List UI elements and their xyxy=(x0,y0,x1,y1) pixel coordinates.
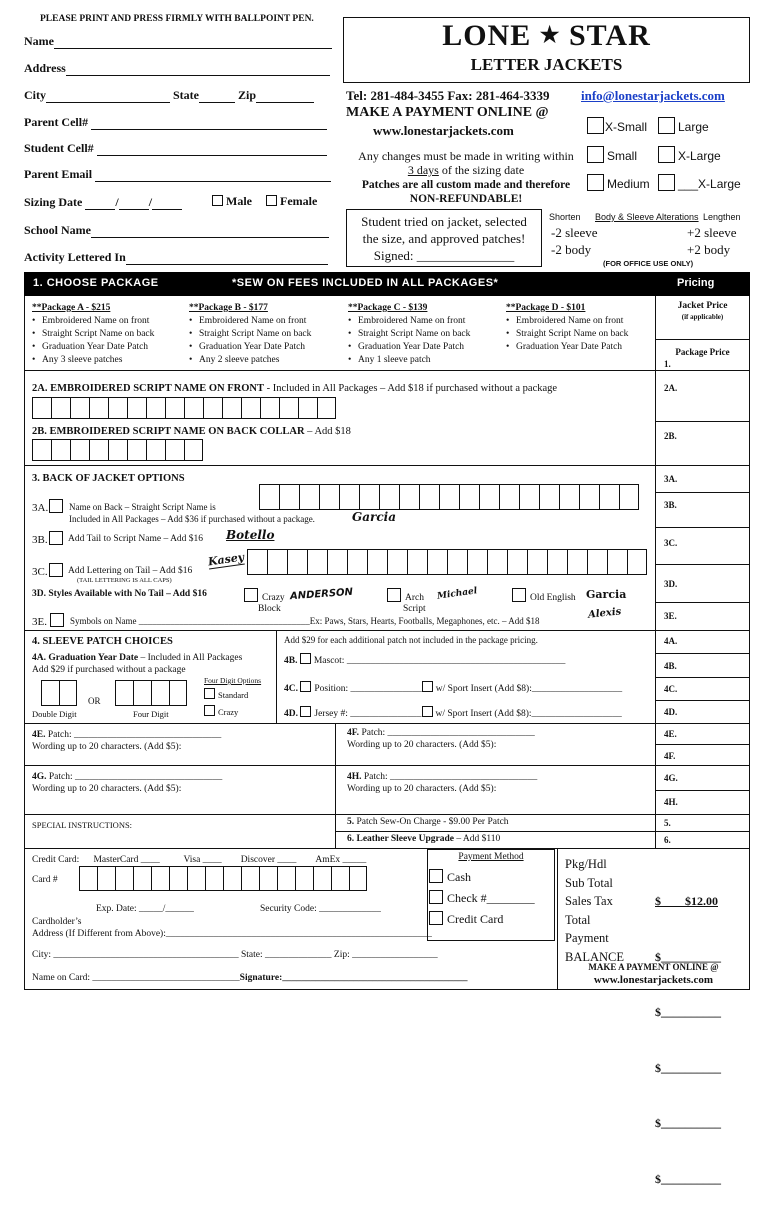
price-4e[interactable]: 4E. xyxy=(664,729,677,739)
card-number-boxes[interactable] xyxy=(79,866,367,891)
style-arch[interactable]: Arch Script xyxy=(387,588,426,615)
grad-standard-option[interactable]: Standard xyxy=(204,688,248,700)
cardholder-address-field[interactable]: Cardholder’s Address (If Different from Above):________________________________________________________ xyxy=(32,917,432,939)
alt-body-plus[interactable]: +2 body xyxy=(687,242,731,257)
double-digit-label: Double Digit xyxy=(32,709,77,719)
package-c[interactable]: **Package C - $139 • Embroidered Name on front • Straight Script Name on back • Graduation Year Date Patch • Any 1 sleeve patch xyxy=(348,302,470,367)
price-4b[interactable]: 4B. xyxy=(664,661,677,671)
option-3b-text: Add Tail to Script Name – Add $16 xyxy=(68,534,204,544)
card-city-field[interactable]: City: _______________________________________ State: ______________ Zip: __________________ xyxy=(32,950,438,960)
position-field[interactable]: 4C. Position: _______________ w/ Sport Insert (Add $8):___________________ xyxy=(284,681,622,694)
alt-body-minus[interactable]: -2 body xyxy=(551,242,592,257)
totals-labels xyxy=(565,855,624,966)
patch-4e[interactable]: 4E. Patch: _______________________________ Wording up to 20 characters. (Add $5): xyxy=(32,730,222,752)
option-3a[interactable]: 3A. xyxy=(32,499,67,514)
mascot-field[interactable]: 4B. Mascot: ______________________________________________ xyxy=(284,653,565,666)
total-value: $__________ xyxy=(655,1060,721,1075)
option-3b[interactable]: 3B. xyxy=(32,531,67,546)
price-5[interactable]: 5. xyxy=(664,818,671,828)
grad-year-text: 4A. Graduation Year Date – Included in All Packages Add $29 if purchased without a package xyxy=(32,653,243,675)
exp-date-field[interactable]: Exp. Date: _____/______ xyxy=(96,904,194,914)
package-a[interactable]: **Package A - $215 • Embroidered Name on front • Straight Script Name on back • Graduation Year Date Patch • Any 3 sleeve patches xyxy=(32,302,154,367)
state-label: State xyxy=(173,88,199,102)
female-checkbox[interactable] xyxy=(266,194,317,209)
patches-note: Patches are all custom made and therefore NON-REFUNDABLE! xyxy=(361,179,571,205)
pay-check-option[interactable]: Check #________ xyxy=(429,890,535,906)
price-3e[interactable]: 3E. xyxy=(664,611,677,621)
zip-label: Zip xyxy=(238,88,257,102)
school-name-field[interactable] xyxy=(24,223,329,238)
alt-sleeve-plus[interactable]: +2 sleeve xyxy=(687,225,737,240)
email-link[interactable]: info@lonestarjackets.com xyxy=(581,88,725,103)
pay-online-text: MAKE A PAYMENT ONLINE @ xyxy=(346,105,549,120)
school-name-label: School Name xyxy=(24,223,91,237)
alt-title: Body & Sleeve Alterations xyxy=(595,212,699,222)
style-old-english[interactable]: Old English xyxy=(512,588,576,603)
sample-botello-script: Botello xyxy=(226,528,275,542)
section-2a-label: 2A. EMBROIDERED SCRIPT NAME ON FRONT - Included in All Packages – Add $18 if purchased without a package xyxy=(32,383,558,394)
payment-method-title: Payment Method xyxy=(458,852,524,862)
parent-cell-field[interactable] xyxy=(24,115,327,130)
option-3c-note: (TAIL LETTERING IS ALL CAPS) xyxy=(77,577,172,584)
balance-label: BALANCE xyxy=(565,949,625,964)
four-digit-options-label: Four Digit Options xyxy=(204,676,262,685)
student-cell-label: Student Cell# xyxy=(24,141,94,155)
sales-tax-label: Sales Tax xyxy=(565,894,613,908)
city-label: City xyxy=(24,88,46,102)
script-collar-boxes[interactable] xyxy=(32,439,203,461)
section-3-title: 3. BACK OF JACKET OPTIONS xyxy=(32,473,185,484)
four-digit-boxes[interactable] xyxy=(115,680,187,706)
sizing-date-label: Sizing Date xyxy=(24,195,83,209)
patch-4h[interactable]: 4H. Patch: _______________________________ Wording up to 20 characters. (Add $5): xyxy=(347,772,538,794)
package-b[interactable]: **Package B - $177 • Embroidered Name on front • Straight Script Name on back • Graduation Year Date Patch • Any 2 sleeve patches xyxy=(189,302,311,367)
pay-credit-option[interactable]: Credit Card xyxy=(429,911,503,927)
banner-sew: *SEW ON FEES INCLUDED IN ALL PACKAGES* xyxy=(232,277,499,289)
payment-label: Payment xyxy=(565,931,609,945)
price-4a[interactable]: 4A. xyxy=(664,636,678,646)
alt-shorten: Shorten xyxy=(549,212,581,222)
price-4f[interactable]: 4F. xyxy=(664,751,676,761)
name-on-card-field[interactable]: Name on Card: _______________________________Signature:_______________________________________ xyxy=(32,973,468,983)
tail-lettering-boxes[interactable] xyxy=(247,549,647,575)
sample-anderson: ANDERSON xyxy=(289,586,354,603)
sizing-date-field[interactable]: Sizing Date / / xyxy=(24,195,182,210)
price-4c[interactable]: 4C. xyxy=(664,684,678,694)
totals-values[interactable] xyxy=(655,855,721,1207)
approval-text: Student tried on jacket, selected the size, and approved patches! Signed: _______________ xyxy=(361,214,527,263)
price-6[interactable]: 6. xyxy=(664,835,671,845)
alt-sleeve-minus[interactable]: -2 sleeve xyxy=(551,225,598,240)
price-3d[interactable]: 3D. xyxy=(664,579,678,589)
price-4d[interactable]: 4D. xyxy=(664,707,678,717)
address-label: Address xyxy=(24,61,66,75)
subtotal-value: $__________ xyxy=(655,949,721,964)
office-use: (FOR OFFICE USE ONLY) xyxy=(603,259,694,268)
alt-lengthen: Lengthen xyxy=(703,212,741,222)
size-medium[interactable]: Medium xyxy=(587,174,650,191)
option-3e-text: Symbols on Name ______________________________________Ex: Paws, Stars, Hearts, Footballs, Megaphones, etc. – Add $18 xyxy=(70,616,540,626)
subtotal-label: Sub Total xyxy=(565,875,613,890)
price-3c[interactable]: 3C. xyxy=(664,538,678,548)
price-3b[interactable]: 3B. xyxy=(664,500,677,510)
pkg-hdl-value: $ $12.00 xyxy=(655,894,718,908)
sales-tax-value: $__________ xyxy=(655,1005,721,1019)
or-label: OR xyxy=(88,696,101,706)
contact-phones: Tel: 281-484-3455 Fax: 281-464-3339 xyxy=(346,88,550,103)
price-4g[interactable]: 4G. xyxy=(664,773,678,783)
sample-garcia-script: Garcia xyxy=(352,510,396,524)
changes-note: Any changes must be made in writing within 3 days of the sizing date xyxy=(358,149,574,177)
pkg-hdl-label: Pkg/Hdl xyxy=(565,857,607,871)
card-number-label: Card # xyxy=(32,875,58,885)
sample-alexis: Alexis xyxy=(587,606,622,621)
sew-on-charge: 5. Patch Sew-On Charge - $9.00 Per Patch xyxy=(347,817,509,827)
special-instructions[interactable]: SPECIAL INSTRUCTIONS: xyxy=(32,820,133,830)
banner-pricing: Pricing xyxy=(677,277,715,289)
size-small[interactable]: Small xyxy=(587,146,637,163)
size-xsmall[interactable]: X-Small xyxy=(587,117,647,134)
parent-email-field[interactable] xyxy=(24,167,331,182)
sample-kasey-script: Kasey xyxy=(207,550,245,569)
sample-michael-arch: Michael xyxy=(436,586,478,602)
option-3c[interactable]: 3C. xyxy=(32,563,67,578)
price-3a[interactable]: 3A. xyxy=(664,474,678,484)
student-cell-field[interactable] xyxy=(24,141,327,156)
size-xxlarge[interactable]: ___X-Large xyxy=(658,174,741,191)
website-link[interactable]: www.lonestarjackets.com xyxy=(373,123,514,138)
parent-email-label: Parent Email xyxy=(24,167,93,181)
patch-4g[interactable]: 4G. Patch: _______________________________ Wording up to 20 characters. (Add $5): xyxy=(32,772,223,794)
section-4-title: 4. SLEEVE PATCH CHOICES xyxy=(32,636,173,647)
price-2a[interactable]: 2A. xyxy=(664,383,678,393)
female-label: Female xyxy=(280,194,318,208)
price-4h[interactable]: 4H. xyxy=(664,797,678,807)
four-digit-label: Four Digit xyxy=(133,709,169,719)
signed-field[interactable]: Signed: _______________ xyxy=(373,248,515,263)
leather-upgrade: 6. Leather Sleeve Upgrade – Add $110 xyxy=(347,834,501,844)
activity-label: Activity Lettered In xyxy=(24,250,126,264)
pay-cash-option[interactable]: Cash xyxy=(429,869,471,885)
activity-field[interactable] xyxy=(24,250,328,265)
balance-value: $__________ xyxy=(655,1171,721,1186)
patch-4f[interactable]: 4F. Patch: _______________________________ Wording up to 20 characters. (Add $5): xyxy=(347,728,535,750)
size-xlarge[interactable]: X-Large xyxy=(658,146,721,163)
size-large[interactable]: Large xyxy=(658,117,709,134)
price-2b[interactable]: 2B. xyxy=(664,431,677,441)
script-front-boxes[interactable] xyxy=(32,397,336,419)
instructions: PLEASE PRINT AND PRESS FIRMLY WITH BALLPOINT PEN. xyxy=(40,14,314,24)
brand-subtitle: LETTER JACKETS xyxy=(470,55,623,74)
name-field[interactable] xyxy=(24,34,332,49)
double-digit-boxes[interactable] xyxy=(41,680,77,706)
footer-pay-online: MAKE A PAYMENT ONLINE @ xyxy=(588,962,719,972)
male-label: Male xyxy=(226,194,252,208)
card-type-row[interactable]: Credit Card: MasterCard ____ Visa ____ Discover ____ AmEx _____ xyxy=(32,855,367,865)
male-checkbox[interactable] xyxy=(212,194,252,209)
option-3e[interactable]: 3E. xyxy=(32,613,68,628)
parent-cell-label: Parent Cell# xyxy=(24,115,89,129)
back-name-boxes[interactable] xyxy=(259,484,639,510)
brand-logo: LONE ★ STAR xyxy=(442,19,651,52)
option-3c-text: Add Lettering on Tail – Add $16 xyxy=(68,566,193,576)
payment-value: $__________ xyxy=(655,1116,721,1130)
footer-website[interactable]: www.lonestarjackets.com xyxy=(593,974,714,986)
star-icon: ★ xyxy=(539,22,561,47)
name-label: Name xyxy=(24,34,54,48)
sample-old-english: Garcia xyxy=(586,588,627,601)
package-d[interactable]: **Package D - $101 • Embroidered Name on front • Straight Script Name on back • Graduation Year Date Patch xyxy=(506,302,628,354)
package-price-label: Package Price xyxy=(675,347,730,357)
if-applicable-label: (if applicable) xyxy=(681,313,724,321)
price-1[interactable]: 1. xyxy=(664,359,671,369)
jacket-price-label: Jacket Price xyxy=(677,301,728,311)
option-3d-text: 3D. Styles Available with No Tail – Add $16 xyxy=(32,589,207,599)
grad-crazy-option[interactable]: Crazy xyxy=(204,705,238,717)
city-state-zip-field[interactable] xyxy=(24,88,314,103)
style-crazy-block[interactable]: Crazy Block xyxy=(244,588,285,615)
banner-choose: 1. CHOOSE PACKAGE xyxy=(33,277,159,289)
jersey-field[interactable]: 4D. Jersey #: _______________ w/ Sport Insert (Add $8):___________________ xyxy=(284,706,622,719)
security-code-field[interactable]: Security Code: _____________ xyxy=(260,904,381,914)
option-3a-text: Name on Back – Straight Script Name is Included in All Packages – Add $36 if purchased without a package. xyxy=(69,502,315,524)
section-2b-label: 2B. EMBROIDERED SCRIPT NAME ON BACK COLLAR – Add $18 xyxy=(32,426,351,437)
additional-patch-note: Add $29 for each additional patch not included in the package pricing. xyxy=(284,635,538,645)
total-label: Total xyxy=(565,912,591,927)
address-field[interactable] xyxy=(24,61,330,76)
